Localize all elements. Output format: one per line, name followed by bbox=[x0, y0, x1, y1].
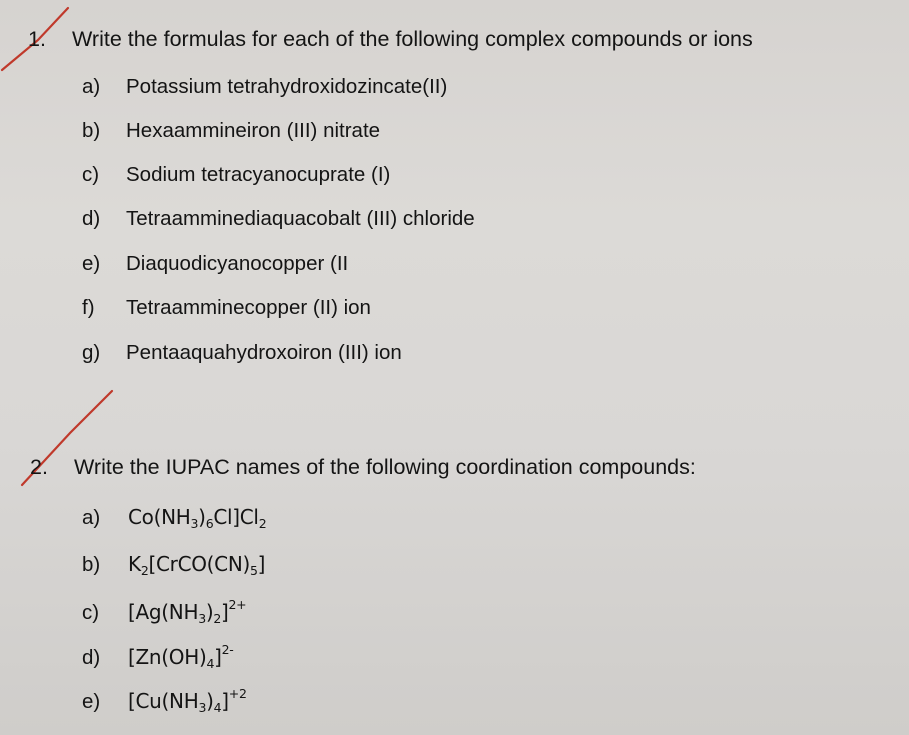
item-letter: d) bbox=[82, 646, 101, 669]
formula-sub: 5 bbox=[250, 563, 258, 578]
item-letter: g) bbox=[82, 341, 101, 364]
item-letter: a) bbox=[82, 75, 101, 98]
item-text: Diaquodicyanocopper (II bbox=[126, 252, 349, 275]
formula-part: [Zn(OH) bbox=[128, 645, 207, 669]
item-letter: a) bbox=[82, 506, 101, 529]
item-text: Sodium tetracyanocuprate (I) bbox=[126, 163, 391, 186]
q1-item-a bbox=[82, 75, 447, 99]
item-letter: c) bbox=[82, 163, 100, 186]
item-letter: e) bbox=[82, 252, 101, 275]
q2-number: 2. bbox=[30, 455, 48, 479]
item-text: Hexaammineiron (III) nitrate bbox=[126, 119, 381, 142]
formula-sub: 3 bbox=[198, 700, 207, 715]
formula-sub: 4 bbox=[213, 700, 222, 715]
item-letter: b) bbox=[82, 119, 101, 142]
formula-cr bbox=[128, 552, 265, 576]
q2-title-text: Write the IUPAC names of the following coordination compounds: bbox=[74, 455, 696, 479]
q1-item-f bbox=[82, 296, 371, 320]
formula-part: K bbox=[128, 552, 141, 576]
formula-part: [Cu(NH bbox=[128, 689, 199, 713]
q2-item-e bbox=[82, 686, 247, 715]
formula-sub: 3 bbox=[190, 516, 199, 531]
q2-item-c bbox=[82, 597, 247, 626]
item-letter: f) bbox=[82, 296, 95, 319]
formula-sub: 3 bbox=[198, 611, 206, 626]
item-text: Tetraamminediaquacobalt (III) chloride bbox=[126, 207, 475, 230]
formula-part: [CrCO(CN) bbox=[148, 552, 251, 576]
formula-sub: 2 bbox=[258, 516, 267, 531]
formula-part: ) bbox=[206, 689, 214, 713]
formula-sub: 6 bbox=[205, 516, 214, 531]
q1-item-e bbox=[82, 252, 348, 276]
formula-part: ] bbox=[214, 645, 222, 669]
formula-sup: 2- bbox=[221, 642, 234, 657]
q2-item-a bbox=[82, 505, 266, 530]
q1-item-b bbox=[82, 119, 380, 143]
item-letter: d) bbox=[82, 207, 101, 230]
q1-title bbox=[28, 27, 753, 52]
item-text: Tetraamminecopper (II) ion bbox=[126, 296, 371, 319]
formula-part: Co(NH bbox=[128, 505, 191, 529]
formula-part: ] bbox=[221, 600, 229, 624]
formula-cu bbox=[128, 686, 247, 715]
formula-sub: 2 bbox=[140, 563, 149, 578]
formula-sup: 2+ bbox=[228, 597, 247, 612]
formula-sup: +2 bbox=[228, 686, 247, 701]
formula-part: ] bbox=[257, 552, 266, 576]
formula-co bbox=[128, 505, 266, 529]
q1-number: 1. bbox=[28, 27, 46, 51]
q2-item-d bbox=[82, 642, 234, 671]
item-text: Potassium tetrahydroxidozincate(II) bbox=[126, 75, 448, 98]
q1-item-c bbox=[82, 163, 390, 187]
item-letter: c) bbox=[82, 601, 100, 624]
q1-title-text: Write the formulas for each of the following complex compounds or ions bbox=[72, 27, 753, 51]
q2-item-b bbox=[82, 552, 265, 577]
formula-part: ) bbox=[205, 600, 214, 624]
formula-sub: 4 bbox=[206, 656, 215, 671]
q1-item-d bbox=[82, 207, 475, 231]
formula-part: Cl]Cl bbox=[213, 505, 259, 529]
formula-sub: 2 bbox=[213, 611, 222, 626]
item-letter: b) bbox=[82, 553, 101, 576]
item-text: Pentaaquahydroxoiron (III) ion bbox=[126, 341, 402, 364]
formula-zn bbox=[128, 642, 234, 671]
formula-ag bbox=[128, 597, 247, 626]
q1-item-g bbox=[82, 341, 402, 365]
q2-title bbox=[30, 455, 696, 480]
item-letter: e) bbox=[82, 690, 101, 713]
formula-part: [Ag(NH bbox=[128, 600, 199, 624]
formula-part: ] bbox=[221, 689, 229, 713]
formula-part: ) bbox=[198, 505, 206, 529]
